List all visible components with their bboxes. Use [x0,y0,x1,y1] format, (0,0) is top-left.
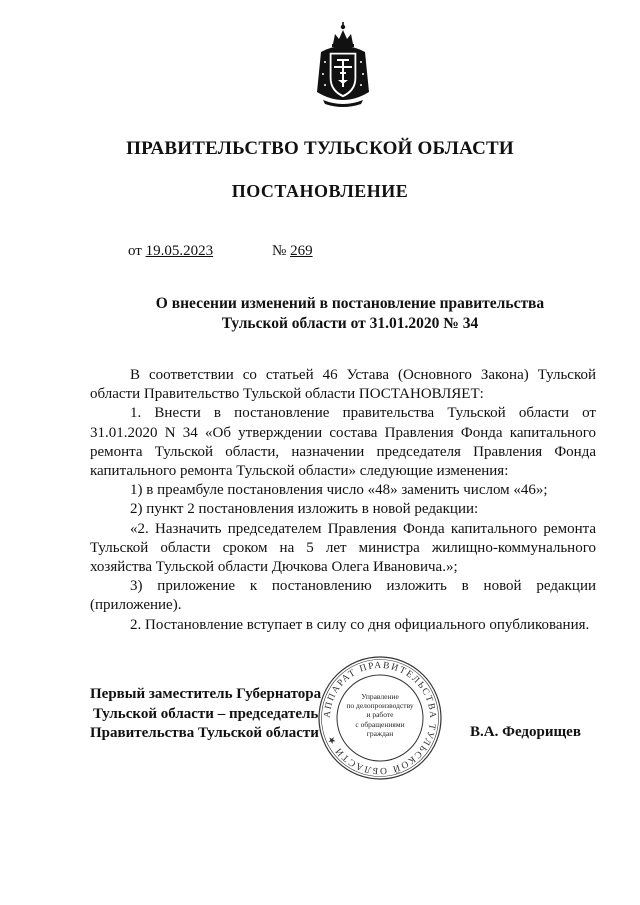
date-prefix: от [128,243,142,259]
coat-of-arms-icon [313,22,373,108]
paragraph-preamble: В соответствии со статьей 46 Устава (Основного Закона) Тульской области Правительство Тульской области ПОСТАНОВЛЯЕТ: [90,367,596,403]
stamp-center-text: Управление по делопроизводству и работе с обращениями граждан [346,692,414,738]
paragraph-quote: «2. Назначить председателем Правления Фонда капитального ремонта Тульской области сроком на 5 лет министра жилищно-коммунального хозяйства Тульской области Дючкова Олега Ивановича.»; [90,520,596,576]
position-line-2: Тульской области – председатель [93,705,319,722]
svg-text:АППАРАТ ПРАВИТЕЛЬСТВА ТУЛЬСКОЙ: АППАРАТ ПРАВИТЕЛЬСТВА ТУЛЬСКОЙ ОБЛАСТИ ★ [322,660,438,776]
signatory-position [90,685,321,744]
document-type: ПОСТАНОВЛЕНИЕ [231,181,409,201]
document-number [272,243,313,260]
subject-line-1: О внесении изменений в постановление правительства [155,295,545,312]
paragraph-subitem-2: 2) пункт 2 постановления изложить в новой редакции: [130,501,479,518]
position-line-1: Первый заместитель Губернатора [90,686,322,702]
paragraph-item-2: 2. Постановление вступает в силу со дня официального опубликования. [130,616,590,633]
government-title: ПРАВИТЕЛЬСТВО ТУЛЬСКОЙ ОБЛАСТИ [126,138,514,159]
document-subject [0,294,640,334]
signatory-name: В.А. Федорищев [470,724,581,740]
document-date [128,243,213,260]
date-value: 19.05.2023 [145,243,214,259]
paragraph-subitem-1: 1) в преамбуле постановления число «48» заменить числом «46»; [130,482,548,499]
subject-line-2: Тульской области от 31.01.2020 № 34 [221,315,479,332]
number-value: 269 [290,243,313,259]
paragraph-item-1: 1. Внести в постановление правительства Тульской области от 31.01.2020 N 34 «Об утверждении состава Правления Фонда капитального ремонта Тульской области, назначении председателя Правления Фонда капитального ремонта Тульской области» следующие изменения: [90,405,596,480]
document-body [90,366,596,635]
number-prefix: № [272,243,287,259]
paragraph-subitem-3: 3) приложение к постановлению изложить в новой редакции (приложение). [90,578,596,614]
position-line-3: Правительства Тульской области [90,725,319,741]
